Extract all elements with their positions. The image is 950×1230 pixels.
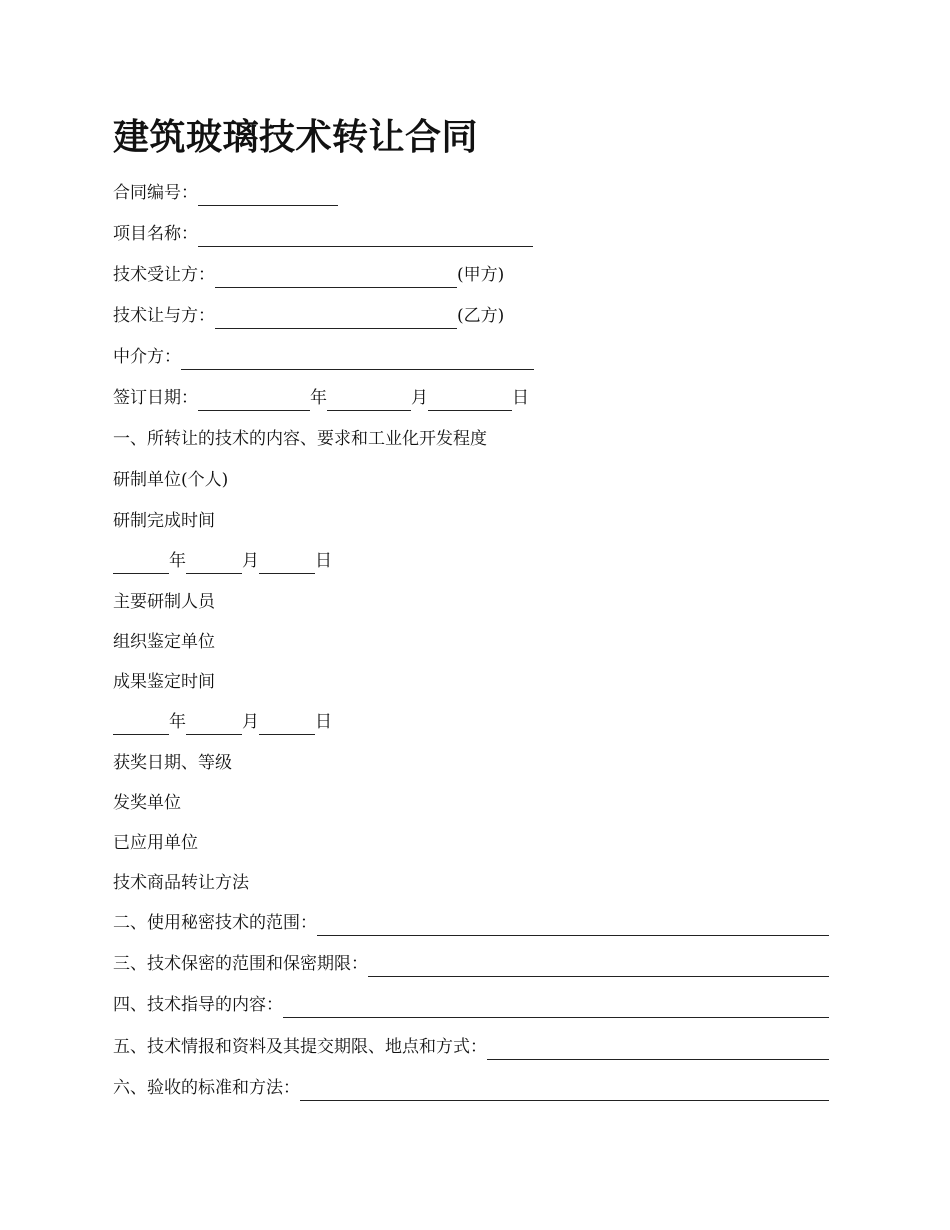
appraisal-date-row <box>113 709 332 735</box>
transferee-blank[interactable] <box>215 266 457 288</box>
section1-heading-text: 一、所转让的技术的内容、要求和工业化开发程度 <box>113 429 487 449</box>
transferee-suffix: (甲方) <box>457 265 505 285</box>
sign-year-label: 年 <box>310 388 327 408</box>
section2-label: 二、使用秘密技术的范围： <box>113 913 317 933</box>
appraisal-year-blank[interactable] <box>113 713 169 735</box>
main-developers-label: 主要研制人员 <box>113 592 215 612</box>
transferor-row <box>113 303 504 329</box>
applied-units-row <box>113 830 198 856</box>
transferee-label: 技术受让方： <box>113 265 215 285</box>
section2-blank[interactable] <box>317 914 829 936</box>
sign-year-blank[interactable] <box>198 389 310 411</box>
section6-row <box>113 1075 829 1101</box>
dev-unit-row <box>113 467 228 493</box>
transferor-label: 技术让与方： <box>113 306 215 326</box>
appraisal-year-label: 年 <box>169 712 186 732</box>
section3-label: 三、技术保密的范围和保密期限： <box>113 954 368 974</box>
sign-month-label: 月 <box>411 388 428 408</box>
section2-row <box>113 910 829 936</box>
contract-number-blank[interactable] <box>198 184 338 206</box>
section4-label: 四、技术指导的内容： <box>113 995 283 1015</box>
award-date-level-row <box>113 750 232 776</box>
section3-blank[interactable] <box>368 955 829 977</box>
dev-year-label: 年 <box>169 551 186 571</box>
award-unit-row <box>113 790 181 816</box>
section4-blank[interactable] <box>283 996 829 1018</box>
appraisal-time-label: 成果鉴定时间 <box>113 672 215 692</box>
dev-completion-date-row <box>113 548 332 574</box>
section6-label: 六、验收的标准和方法： <box>113 1078 300 1098</box>
section5-row <box>113 1034 829 1060</box>
dev-unit-label: 研制单位(个人) <box>113 470 229 490</box>
dev-month-label: 月 <box>242 551 259 571</box>
section1-heading <box>113 426 487 452</box>
appraisal-time-row <box>113 669 215 695</box>
section5-label: 五、技术情报和资料及其提交期限、地点和方式： <box>113 1037 487 1057</box>
transferee-row <box>113 262 504 288</box>
intermediary-row <box>113 344 534 370</box>
appraisal-day-label: 日 <box>315 712 332 732</box>
sign-day-label: 日 <box>512 388 529 408</box>
sign-date-label: 签订日期： <box>113 388 198 408</box>
transferor-blank[interactable] <box>215 307 457 329</box>
section5-blank[interactable] <box>487 1038 829 1060</box>
appraisal-month-label: 月 <box>242 712 259 732</box>
dev-completion-time-label: 研制完成时间 <box>113 511 215 531</box>
transfer-method-label: 技术商品转让方法 <box>113 873 249 893</box>
dev-day-blank[interactable] <box>259 552 315 574</box>
intermediary-label: 中介方： <box>113 347 181 367</box>
award-date-level-label: 获奖日期、等级 <box>113 753 232 773</box>
transfer-method-row <box>113 870 249 896</box>
transferor-suffix: (乙方) <box>457 306 505 326</box>
applied-units-label: 已应用单位 <box>113 833 198 853</box>
section4-row <box>113 992 829 1018</box>
appraisal-month-blank[interactable] <box>186 713 242 735</box>
dev-completion-time-row <box>113 508 215 534</box>
sign-day-blank[interactable] <box>428 389 512 411</box>
document-title: 建筑玻璃技术转让合同 <box>113 116 479 158</box>
section6-blank[interactable] <box>300 1079 829 1101</box>
award-unit-label: 发奖单位 <box>113 793 181 813</box>
project-name-label: 项目名称： <box>113 224 198 244</box>
contract-number-row <box>113 180 338 206</box>
section3-row <box>113 951 829 977</box>
sign-month-blank[interactable] <box>327 389 411 411</box>
dev-year-blank[interactable] <box>113 552 169 574</box>
main-developers-row <box>113 589 215 615</box>
project-name-blank[interactable] <box>198 225 533 247</box>
project-name-row <box>113 221 533 247</box>
sign-date-row <box>113 385 529 411</box>
dev-month-blank[interactable] <box>186 552 242 574</box>
dev-day-label: 日 <box>315 551 332 571</box>
appraisal-day-blank[interactable] <box>259 713 315 735</box>
appraisal-org-label: 组织鉴定单位 <box>113 632 215 652</box>
intermediary-blank[interactable] <box>181 348 534 370</box>
contract-number-label: 合同编号： <box>113 183 198 203</box>
appraisal-org-row <box>113 629 215 655</box>
